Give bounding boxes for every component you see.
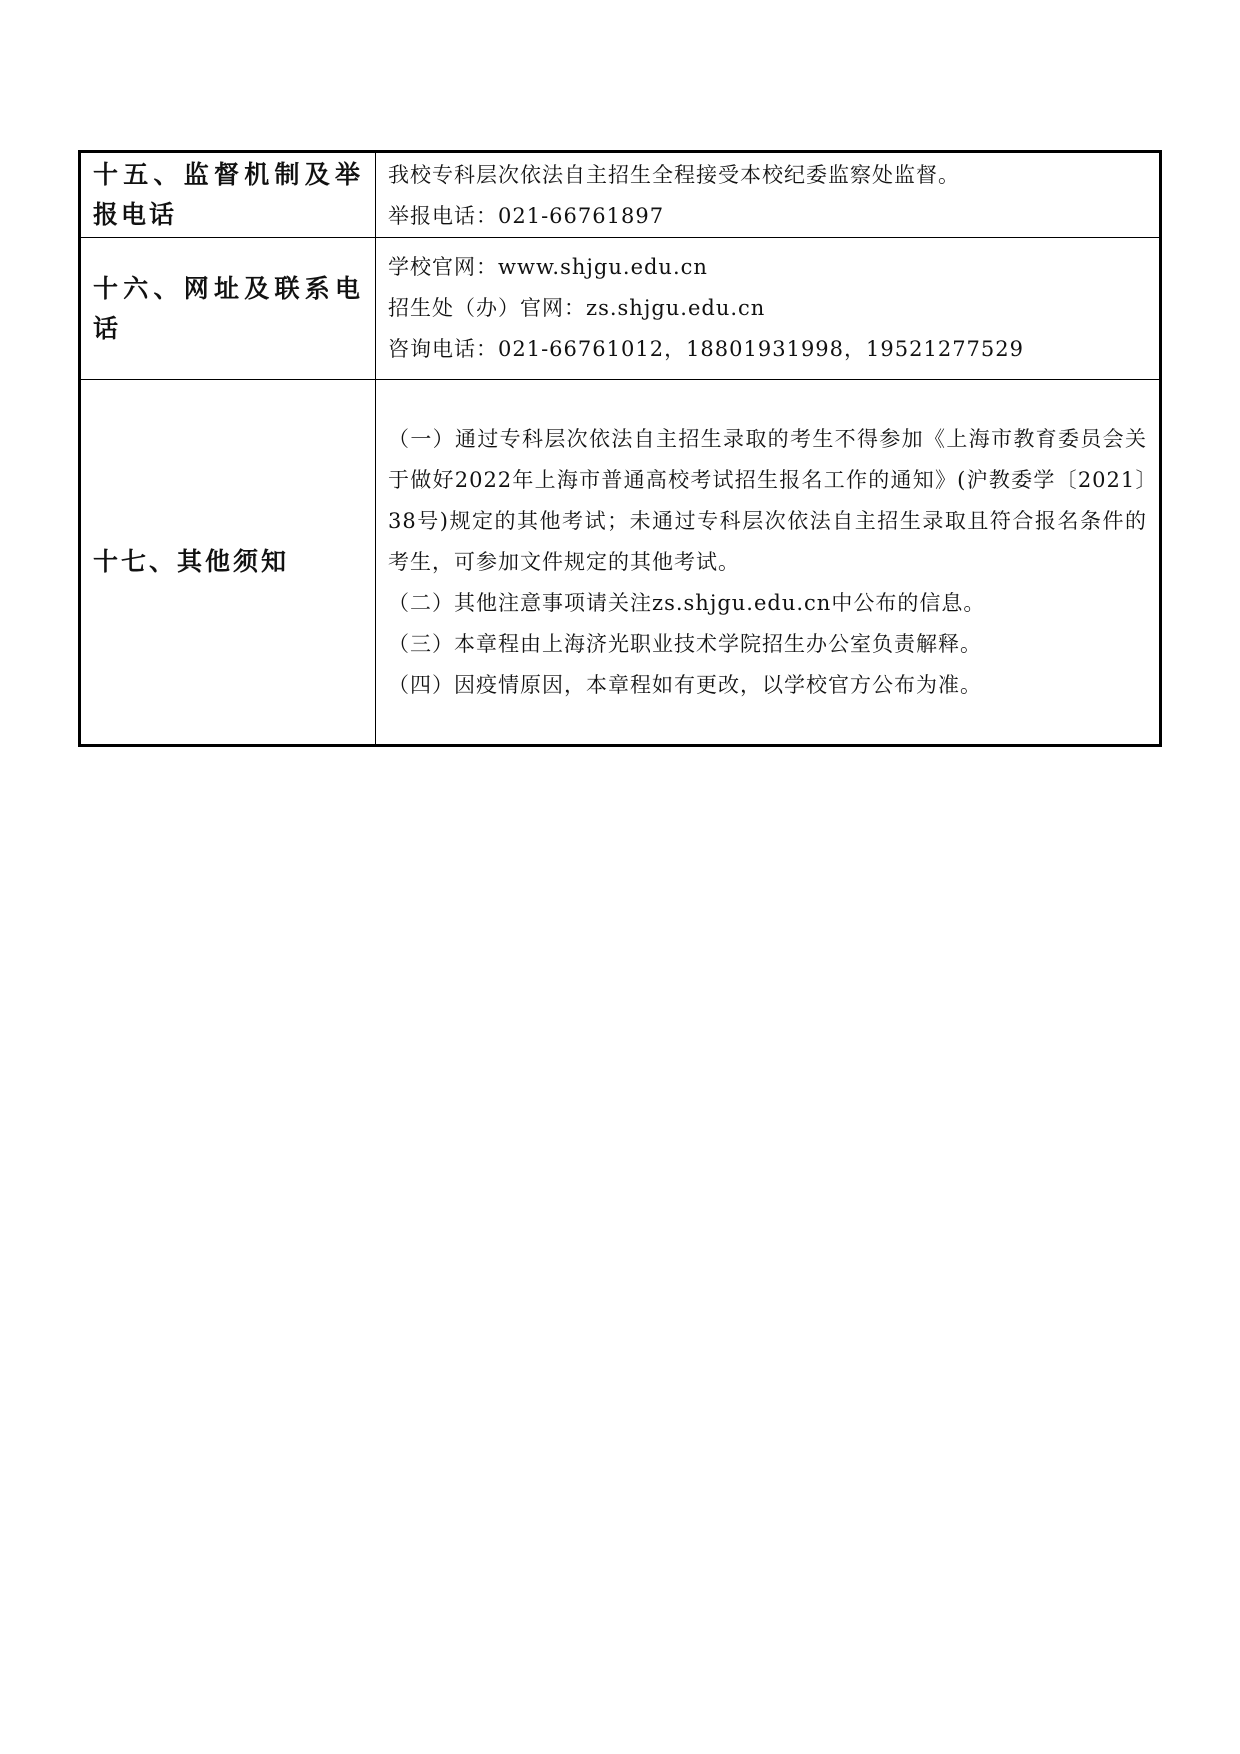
admission-website: 招生处（办）官网：zs.shjgu.edu.cn (388, 296, 766, 320)
section-content-contact (376, 238, 1161, 380)
note-item-3: （三）本章程由上海济光职业技术学院招生办公室负责解释。 (388, 631, 982, 656)
report-phone: 举报电话：021-66761897 (388, 204, 665, 228)
section-label-supervision: 十五、监督机制及举报电话 (80, 152, 376, 238)
table-row (80, 152, 1161, 238)
admission-info-table (78, 150, 1162, 747)
section-label-contact: 十六、网址及联系电话 (80, 238, 376, 380)
section-label-notes: 十七、其他须知 (80, 380, 376, 746)
note-item-2: （二）其他注意事项请关注zs.shjgu.edu.cn中公布的信息。 (388, 590, 986, 615)
consult-phone: 咨询电话：021-66761012，18801931998，19521277529 (388, 337, 1025, 361)
table-row (80, 238, 1161, 380)
note-item-1: （一）通过专科层次依法自主招生录取的考生不得参加《上海市教育委员会关于做好2022年上海市普通高校考试招生报名工作的通知》(沪教委学〔2021〕38号)规定的其他考试；未通过专科层次依法自主招生录取且符合报名条件的考生，可参加文件规定的其他考试。 (388, 426, 1147, 574)
note-item-4: （四）因疫情原因，本章程如有更改，以学校官方公布为准。 (388, 672, 982, 697)
section-content-notes (376, 380, 1161, 746)
section-content-supervision (376, 152, 1161, 238)
table-row (80, 380, 1161, 746)
content-line: 我校专科层次依法自主招生全程接受本校纪委监察处监督。 (388, 163, 960, 187)
school-website: 学校官网：www.shjgu.edu.cn (388, 255, 708, 279)
